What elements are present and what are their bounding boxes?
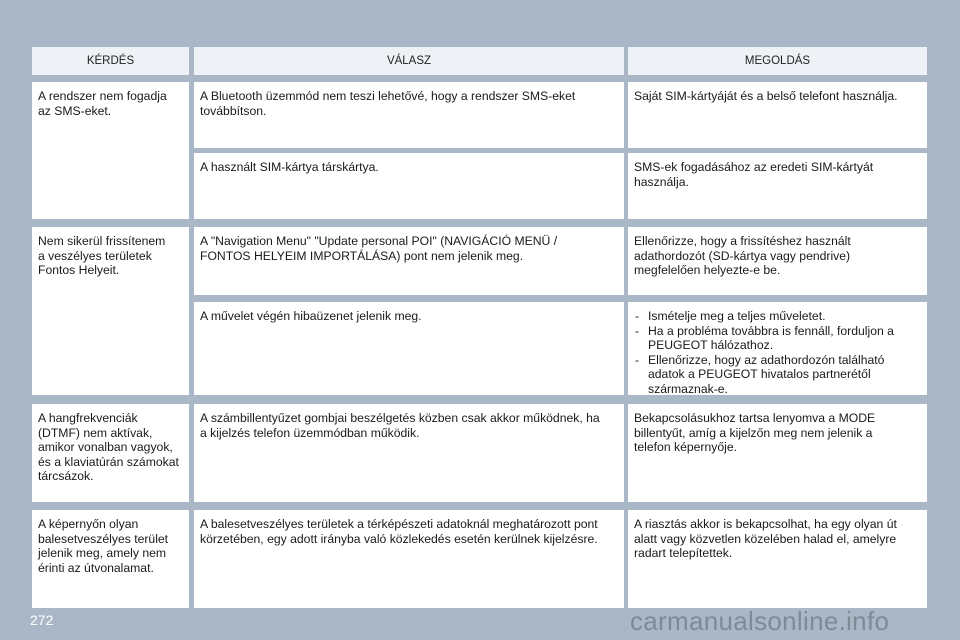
header-question: KÉRDÉS: [32, 47, 189, 75]
solution-bullet: - Ismételje meg a teljes műveletet.: [634, 309, 921, 324]
watermark: carmanualsonline.info: [630, 606, 890, 636]
solution-bullet: - Ellenőrizze, hogy az adathordozón található adatok a PEUGEOT hivatalos partnerétől származnak-e.: [634, 353, 921, 397]
question-cell: A képernyőn olyan balesetveszélyes terület jelenik meg, amely nem érinti az útvonalamat.: [32, 510, 189, 608]
solution-cell: Ellenőrizze, hogy a frissítéshez használt adathordozót (SD-kártya vagy pendrive) megfelelően helyezte-e be.: [628, 227, 927, 295]
solution-cell: [628, 302, 927, 395]
answer-cell: A számbillentyűzet gombjai beszélgetés közben csak akkor működnek, ha a kijelzés telefon üzemmódban működik.: [194, 404, 624, 502]
solution-cell: Saját SIM-kártyáját és a belső telefont használja.: [628, 82, 927, 148]
answer-cell: A művelet végén hibaüzenet jelenik meg.: [194, 302, 624, 395]
answer-cell: A Bluetooth üzemmód nem teszi lehetővé, hogy a rendszer SMS-eket továbbítson.: [194, 82, 624, 148]
question-cell: Nem sikerül frissítenem a veszélyes területek Fontos Helyeit.: [32, 227, 189, 395]
answer-cell: A "Navigation Menu" "Update personal POI" (NAVIGÁCIÓ MENÜ / FONTOS HELYEIM IMPORTÁLÁSA) pont nem jelenik meg.: [194, 227, 624, 295]
answer-cell: A balesetveszélyes területek a térképészeti adatoknál meghatározott pont körzetében, egy adott irányba való közlekedés esetén kerülnek kijelzésre.: [194, 510, 624, 608]
solution-bullet: - Ha a probléma továbbra is fennáll, forduljon a PEUGEOT hálózathoz.: [634, 324, 921, 353]
header-answer: VÁLASZ: [194, 47, 624, 75]
solution-bullet-list: [634, 309, 921, 396]
question-cell: A hangfrekvenciák (DTMF) nem aktívak, amikor vonalban vagyok, és a klaviatúrán számokat tárcsázok.: [32, 404, 189, 502]
header-solution: MEGOLDÁS: [628, 47, 927, 75]
solution-cell: SMS-ek fogadásához az eredeti SIM-kártyát használja.: [628, 153, 927, 219]
page-number: 272: [30, 612, 54, 628]
answer-cell: A használt SIM-kártya társkártya.: [194, 153, 624, 219]
question-cell: A rendszer nem fogadja az SMS-eket.: [32, 82, 189, 219]
solution-cell: A riasztás akkor is bekapcsolhat, ha egy olyan út alatt vagy közvetlen közelében halad el, amelyre radart telepítettek.: [628, 510, 927, 608]
solution-cell: Bekapcsolásukhoz tartsa lenyomva a MODE billentyűt, amíg a kijelzőn meg nem jelenik a telefon képernyője.: [628, 404, 927, 502]
